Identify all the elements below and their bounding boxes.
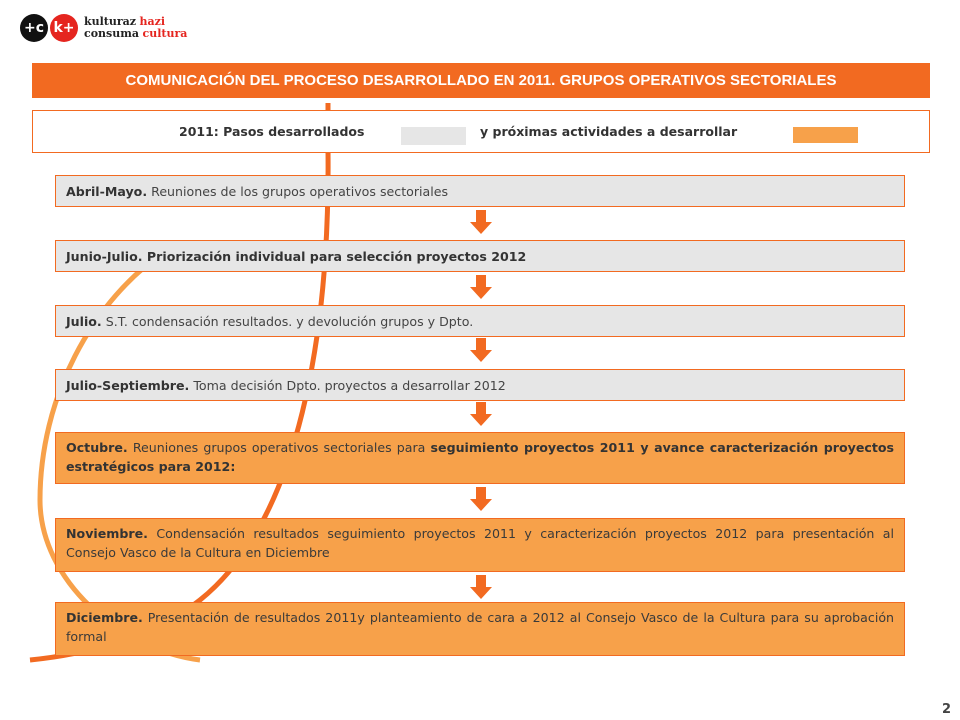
- down-arrow-icon: [470, 338, 492, 362]
- step-abril-mayo: [55, 175, 905, 207]
- step-diciembre: [55, 602, 905, 656]
- legend: [32, 110, 930, 153]
- step-junio-julio: [55, 240, 905, 272]
- step-3-text: S.T. condensación resultados. y devolución grupos y Dpto.: [101, 313, 474, 329]
- legend-done-swatch: [401, 127, 466, 145]
- down-arrow-icon: [470, 210, 492, 234]
- step-julio-septiembre: [55, 369, 905, 401]
- down-arrow-icon: [470, 575, 492, 599]
- step-6-text: Condensación resultados seguimiento proyectos 2011 y caracterización proyectos 2012 para presentación al Consejo Vasco de la Cultura en Diciembre: [66, 526, 894, 560]
- logo: [20, 10, 220, 46]
- step-5-text-bold: seguimiento proyectos 2011 y avance caracterización proyectos estratégicos para 2012:: [66, 440, 894, 474]
- step-7-text: Presentación de resultados 2011y planteamiento de cara a 2012 al Consejo Vasco de la Cultura para su aprobación formal: [66, 610, 894, 644]
- down-arrow-icon: [470, 402, 492, 426]
- step-2-heading: Junio-Julio.: [66, 248, 143, 264]
- logo-word-3: consuma: [84, 27, 139, 40]
- down-arrow-icon: [470, 487, 492, 511]
- logo-symbol-left: +c: [20, 14, 48, 42]
- step-4-text: Toma decisión Dpto. proyectos a desarrollar 2012: [189, 377, 506, 393]
- step-octubre: [55, 432, 905, 484]
- logo-text: [84, 16, 187, 40]
- step-7-heading: Diciembre.: [66, 610, 143, 625]
- step-1-text: Reuniones de los grupos operativos sectoriales: [147, 183, 449, 199]
- legend-next-swatch: [793, 127, 858, 143]
- down-arrow-icon: [470, 275, 492, 299]
- step-2-text: Priorización individual para selección proyectos 2012: [142, 248, 527, 264]
- step-6-heading: Noviembre.: [66, 526, 148, 541]
- step-5-heading: Octubre.: [66, 440, 128, 455]
- step-julio: [55, 305, 905, 337]
- logo-word-2: hazi: [139, 15, 166, 28]
- logo-symbol-right: k+: [50, 14, 78, 42]
- page-number: 2: [942, 702, 952, 717]
- slide-title: COMUNICACIÓN DEL PROCESO DESARROLLADO EN 2011. GRUPOS OPERATIVOS SECTORIALES: [32, 63, 930, 98]
- step-5-text: Reuniones grupos operativos sectoriales para: [127, 440, 431, 455]
- step-noviembre: [55, 518, 905, 572]
- step-1-heading: Abril-Mayo.: [66, 183, 148, 199]
- logo-word-4: cultura: [142, 27, 188, 40]
- logo-word-1: kulturaz: [84, 15, 137, 28]
- step-3-heading: Julio.: [66, 313, 102, 329]
- legend-next-label: y próximas actividades a desarrollar: [480, 124, 738, 139]
- legend-done-label: 2011: Pasos desarrollados: [179, 124, 365, 139]
- step-4-heading: Julio-Septiembre.: [66, 377, 190, 393]
